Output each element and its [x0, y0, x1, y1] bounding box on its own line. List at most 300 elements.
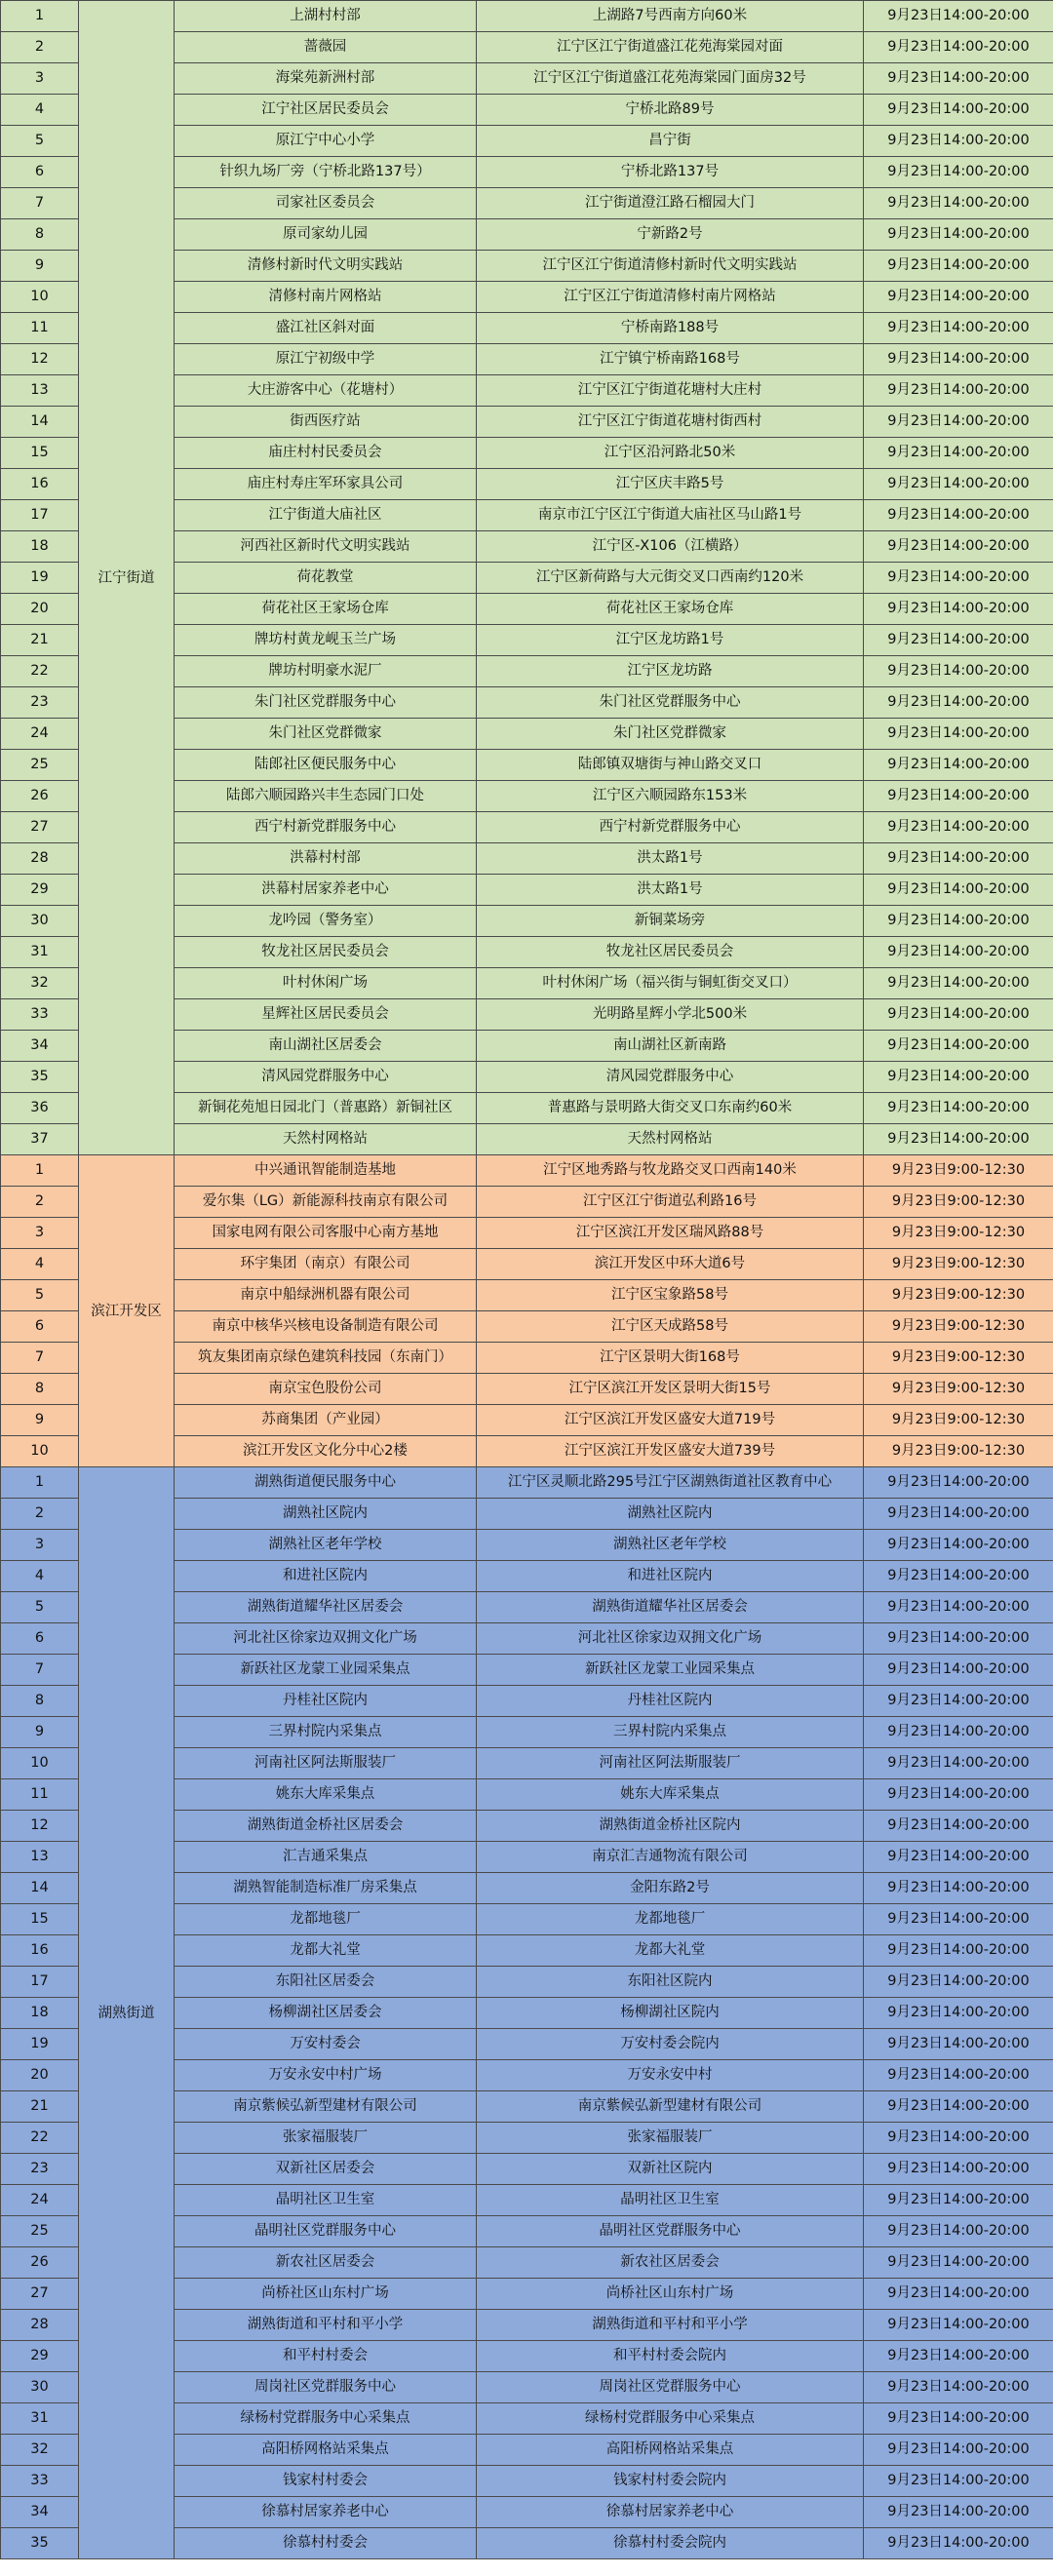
testing-time: 9月23日14:00-20:00 — [864, 2497, 1053, 2528]
site-address: 江宁区江宁街道弘利路16号 — [477, 1187, 864, 1218]
row-index: 12 — [1, 1811, 79, 1842]
row-index: 29 — [1, 875, 79, 906]
site-name: 新跃社区龙蒙工业园采集点 — [175, 1655, 477, 1686]
site-address: 陆郎镇双塘街与神山路交叉口 — [477, 750, 864, 781]
site-address: 丹桂社区院内 — [477, 1686, 864, 1717]
site-name: 蔷薇园 — [175, 32, 477, 63]
testing-time: 9月23日14:00-20:00 — [864, 1093, 1053, 1124]
site-address: 龙都地毯厂 — [477, 1904, 864, 1935]
row-index: 35 — [1, 2528, 79, 2559]
site-address: 杨柳湖社区院内 — [477, 1998, 864, 2029]
site-name: 清修村新时代文明实践站 — [175, 251, 477, 282]
site-name: 和进社区院内 — [175, 1561, 477, 1592]
testing-time: 9月23日14:00-20:00 — [864, 1062, 1053, 1093]
row-index: 10 — [1, 1748, 79, 1779]
site-address: 晶明社区党群服务中心 — [477, 2216, 864, 2247]
testing-time: 9月23日14:00-20:00 — [864, 2247, 1053, 2279]
testing-time: 9月23日9:00-12:30 — [864, 1155, 1053, 1187]
site-name: 河北社区徐家边双拥文化广场 — [175, 1623, 477, 1655]
testing-time: 9月23日14:00-20:00 — [864, 1748, 1053, 1779]
site-name: 湖熟街道耀华社区居委会 — [175, 1592, 477, 1623]
row-index: 25 — [1, 750, 79, 781]
site-name: 湖熟街道金桥社区居委会 — [175, 1811, 477, 1842]
site-name: 钱家村村委会 — [175, 2466, 477, 2497]
row-index: 3 — [1, 63, 79, 95]
testing-time: 9月23日14:00-20:00 — [864, 438, 1053, 469]
site-address: 湖熟街道和平村和平小学 — [477, 2310, 864, 2341]
row-index: 32 — [1, 2435, 79, 2466]
testing-time: 9月23日14:00-20:00 — [864, 625, 1053, 656]
testing-time: 9月23日14:00-20:00 — [864, 95, 1053, 126]
row-index: 9 — [1, 251, 79, 282]
row-index: 29 — [1, 2341, 79, 2372]
site-address: 河北社区徐家边双拥文化广场 — [477, 1623, 864, 1655]
site-address: 朱门社区党群微家 — [477, 719, 864, 750]
testing-time: 9月23日9:00-12:30 — [864, 1374, 1053, 1405]
site-name: 陆郎社区便民服务中心 — [175, 750, 477, 781]
row-index: 4 — [1, 1249, 79, 1280]
row-index: 3 — [1, 1530, 79, 1561]
row-index: 8 — [1, 1686, 79, 1717]
site-address: 周岗社区党群服务中心 — [477, 2372, 864, 2403]
row-index: 17 — [1, 1967, 79, 1998]
testing-time: 9月23日14:00-20:00 — [864, 63, 1053, 95]
site-address: 普惠路与景明路大街交叉口东南约60米 — [477, 1093, 864, 1124]
site-name: 朱门社区党群微家 — [175, 719, 477, 750]
row-index: 8 — [1, 219, 79, 251]
site-address: 江宁区天成路58号 — [477, 1311, 864, 1343]
site-address: 万安村委会院内 — [477, 2029, 864, 2060]
site-address: 和进社区院内 — [477, 1561, 864, 1592]
site-name: 清风园党群服务中心 — [175, 1062, 477, 1093]
row-index: 20 — [1, 2060, 79, 2091]
site-address: 新跃社区龙蒙工业园采集点 — [477, 1655, 864, 1686]
site-address: 湖熟社区院内 — [477, 1499, 864, 1530]
row-index: 36 — [1, 1093, 79, 1124]
site-address: 和平村村委会院内 — [477, 2341, 864, 2372]
row-index: 37 — [1, 1124, 79, 1155]
testing-time: 9月23日14:00-20:00 — [864, 1717, 1053, 1748]
row-index: 14 — [1, 1873, 79, 1904]
site-name: 湖熟街道和平村和平小学 — [175, 2310, 477, 2341]
testing-time: 9月23日9:00-12:30 — [864, 1249, 1053, 1280]
site-address: 江宁区江宁街道花塘村大庄村 — [477, 375, 864, 407]
row-index: 26 — [1, 781, 79, 812]
site-address: 三界村院内采集点 — [477, 1717, 864, 1748]
site-name: 和平村村委会 — [175, 2341, 477, 2372]
site-name: 司家社区委员会 — [175, 188, 477, 219]
testing-time: 9月23日14:00-20:00 — [864, 282, 1053, 313]
site-address: 绿杨村党群服务中心采集点 — [477, 2403, 864, 2435]
row-index: 13 — [1, 375, 79, 407]
site-address: 天然村网格站 — [477, 1124, 864, 1155]
testing-time: 9月23日14:00-20:00 — [864, 750, 1053, 781]
site-name: 天然村网格站 — [175, 1124, 477, 1155]
site-address: 尚桥社区山东村广场 — [477, 2279, 864, 2310]
site-address: 钱家村村委会院内 — [477, 2466, 864, 2497]
testing-time: 9月23日14:00-20:00 — [864, 2372, 1053, 2403]
site-address: 上湖路7号西南方向60米 — [477, 1, 864, 32]
site-name: 洪幕村居家养老中心 — [175, 875, 477, 906]
site-address: 新铜菜场旁 — [477, 906, 864, 937]
site-address: 叶村休闲广场（福兴街与铜虹街交叉口） — [477, 968, 864, 999]
testing-time: 9月23日14:00-20:00 — [864, 1935, 1053, 1967]
testing-time: 9月23日14:00-20:00 — [864, 719, 1053, 750]
site-name: 龙都地毯厂 — [175, 1904, 477, 1935]
testing-time: 9月23日14:00-20:00 — [864, 375, 1053, 407]
site-address: 湖熟社区老年学校 — [477, 1530, 864, 1561]
site-name: 徐慕村村委会 — [175, 2528, 477, 2559]
row-index: 21 — [1, 625, 79, 656]
testing-time: 9月23日9:00-12:30 — [864, 1343, 1053, 1374]
row-index: 15 — [1, 1904, 79, 1935]
row-index: 7 — [1, 188, 79, 219]
table-row — [1, 1, 1053, 32]
row-index: 1 — [1, 1155, 79, 1187]
testing-time: 9月23日9:00-12:30 — [864, 1436, 1053, 1467]
testing-time: 9月23日14:00-20:00 — [864, 2435, 1053, 2466]
site-address: 宁桥南路188号 — [477, 313, 864, 344]
site-name: 星辉社区居民委员会 — [175, 999, 477, 1031]
site-address: 洪太路1号 — [477, 875, 864, 906]
testing-time: 9月23日14:00-20:00 — [864, 407, 1053, 438]
row-index: 27 — [1, 812, 79, 843]
site-name: 原江宁初级中学 — [175, 344, 477, 375]
site-name: 海棠苑新洲村部 — [175, 63, 477, 95]
site-name: 南京中船绿洲机器有限公司 — [175, 1280, 477, 1311]
testing-time: 9月23日9:00-12:30 — [864, 1218, 1053, 1249]
row-index: 25 — [1, 2216, 79, 2247]
site-name: 新农社区居委会 — [175, 2247, 477, 2279]
testing-time: 9月23日9:00-12:30 — [864, 1280, 1053, 1311]
site-name: 牌坊村明豪水泥厂 — [175, 656, 477, 687]
row-index: 16 — [1, 469, 79, 500]
site-address: 高阳桥网格站采集点 — [477, 2435, 864, 2466]
testing-time: 9月23日14:00-20:00 — [864, 32, 1053, 63]
site-address: 江宁区庆丰路5号 — [477, 469, 864, 500]
site-address: 江宁区宝象路58号 — [477, 1280, 864, 1311]
site-name: 河南社区阿法斯服装厂 — [175, 1748, 477, 1779]
row-index: 1 — [1, 1467, 79, 1499]
site-name: 南京宝色股份公司 — [175, 1374, 477, 1405]
site-address: 双新社区院内 — [477, 2154, 864, 2185]
site-name: 江宁社区居民委员会 — [175, 95, 477, 126]
site-address: 江宁区景明大街168号 — [477, 1343, 864, 1374]
row-index: 2 — [1, 32, 79, 63]
row-index: 30 — [1, 2372, 79, 2403]
site-name: 筑友集团南京绿色建筑科技园（东南门） — [175, 1343, 477, 1374]
site-address: 张家福服装厂 — [477, 2123, 864, 2154]
testing-time: 9月23日14:00-20:00 — [864, 2029, 1053, 2060]
site-name: 湖熟智能制造标准厂房采集点 — [175, 1873, 477, 1904]
site-name: 苏商集团（产业园） — [175, 1405, 477, 1436]
site-name: 周岗社区党群服务中心 — [175, 2372, 477, 2403]
site-address: 晶明社区卫生室 — [477, 2185, 864, 2216]
site-name: 张家福服装厂 — [175, 2123, 477, 2154]
testing-time: 9月23日14:00-20:00 — [864, 843, 1053, 875]
site-address: 宁桥北路89号 — [477, 95, 864, 126]
site-address: 南京汇吉通物流有限公司 — [477, 1842, 864, 1873]
site-name: 中兴通讯智能制造基地 — [175, 1155, 477, 1187]
testing-time: 9月23日9:00-12:30 — [864, 1405, 1053, 1436]
testing-time: 9月23日14:00-20:00 — [864, 251, 1053, 282]
testing-time: 9月23日14:00-20:00 — [864, 1530, 1053, 1561]
site-address: 东阳社区院内 — [477, 1967, 864, 1998]
testing-time: 9月23日14:00-20:00 — [864, 906, 1053, 937]
row-index: 2 — [1, 1187, 79, 1218]
site-name: 姚东大库采集点 — [175, 1779, 477, 1811]
site-address: 江宁区江宁街道清修村新时代文明实践站 — [477, 251, 864, 282]
site-address: 滨江开发区中环大道6号 — [477, 1249, 864, 1280]
site-name: 杨柳湖社区居委会 — [175, 1998, 477, 2029]
site-name: 湖熟社区老年学校 — [175, 1530, 477, 1561]
site-name: 晶明社区卫生室 — [175, 2185, 477, 2216]
row-index: 33 — [1, 2466, 79, 2497]
site-name: 街西医疗站 — [175, 407, 477, 438]
site-name: 大庄游客中心（花塘村） — [175, 375, 477, 407]
row-index: 9 — [1, 1717, 79, 1748]
site-address: 江宁区-X106（江横路） — [477, 531, 864, 563]
site-address: 龙都大礼堂 — [477, 1935, 864, 1967]
site-name: 牧龙社区居民委员会 — [175, 937, 477, 968]
testing-time: 9月23日14:00-20:00 — [864, 2528, 1053, 2559]
site-name: 滨江开发区文化分中心2楼 — [175, 1436, 477, 1467]
site-address: 江宁镇宁桥南路168号 — [477, 344, 864, 375]
row-index: 22 — [1, 656, 79, 687]
site-name: 丹桂社区院内 — [175, 1686, 477, 1717]
site-name: 原司家幼儿园 — [175, 219, 477, 251]
site-name: 河西社区新时代文明实践站 — [175, 531, 477, 563]
row-index: 7 — [1, 1343, 79, 1374]
row-index: 8 — [1, 1374, 79, 1405]
site-address: 牧龙社区居民委员会 — [477, 937, 864, 968]
row-index: 19 — [1, 563, 79, 594]
testing-time: 9月23日14:00-20:00 — [864, 968, 1053, 999]
testing-time: 9月23日14:00-20:00 — [864, 2279, 1053, 2310]
row-index: 3 — [1, 1218, 79, 1249]
site-name: 绿杨村党群服务中心采集点 — [175, 2403, 477, 2435]
site-address: 西宁村新党群服务中心 — [477, 812, 864, 843]
row-index: 23 — [1, 687, 79, 719]
row-index: 18 — [1, 531, 79, 563]
site-address: 荷花社区王家场仓库 — [477, 594, 864, 625]
site-name: 朱门社区党群服务中心 — [175, 687, 477, 719]
testing-time: 9月23日14:00-20:00 — [864, 2154, 1053, 2185]
testing-time: 9月23日14:00-20:00 — [864, 999, 1053, 1031]
site-name: 荷花社区王家场仓库 — [175, 594, 477, 625]
row-index: 7 — [1, 1655, 79, 1686]
row-index: 24 — [1, 719, 79, 750]
testing-time: 9月23日14:00-20:00 — [864, 313, 1053, 344]
testing-time: 9月23日14:00-20:00 — [864, 1, 1053, 32]
site-address: 洪太路1号 — [477, 843, 864, 875]
row-index: 34 — [1, 1031, 79, 1062]
street-name: 湖熟街道 — [79, 1467, 175, 2559]
row-index: 28 — [1, 843, 79, 875]
testing-time: 9月23日14:00-20:00 — [864, 1811, 1053, 1842]
testing-time: 9月23日14:00-20:00 — [864, 1998, 1053, 2029]
site-address: 清风园党群服务中心 — [477, 1062, 864, 1093]
testing-time: 9月23日14:00-20:00 — [864, 1031, 1053, 1062]
row-index: 10 — [1, 1436, 79, 1467]
site-address: 南京市江宁区江宁街道大庙社区马山路1号 — [477, 500, 864, 531]
site-address: 宁桥北路137号 — [477, 157, 864, 188]
site-name: 万安永安中村广场 — [175, 2060, 477, 2091]
site-name: 爱尔集（LG）新能源科技南京有限公司 — [175, 1187, 477, 1218]
row-index: 31 — [1, 2403, 79, 2435]
row-index: 11 — [1, 1779, 79, 1811]
row-index: 26 — [1, 2247, 79, 2279]
row-index: 6 — [1, 1623, 79, 1655]
testing-time: 9月23日14:00-20:00 — [864, 1561, 1053, 1592]
site-address: 江宁区滨江开发区景明大街15号 — [477, 1374, 864, 1405]
testing-time: 9月23日14:00-20:00 — [864, 188, 1053, 219]
site-name: 洪幕村村部 — [175, 843, 477, 875]
site-name: 双新社区居委会 — [175, 2154, 477, 2185]
row-index: 5 — [1, 126, 79, 157]
row-index: 22 — [1, 2123, 79, 2154]
testing-time: 9月23日14:00-20:00 — [864, 344, 1053, 375]
site-address: 姚东大库采集点 — [477, 1779, 864, 1811]
row-index: 4 — [1, 95, 79, 126]
row-index: 4 — [1, 1561, 79, 1592]
testing-time: 9月23日14:00-20:00 — [864, 1873, 1053, 1904]
row-index: 6 — [1, 1311, 79, 1343]
site-name: 荷花教堂 — [175, 563, 477, 594]
site-address: 朱门社区党群服务中心 — [477, 687, 864, 719]
testing-time: 9月23日14:00-20:00 — [864, 157, 1053, 188]
testing-time: 9月23日14:00-20:00 — [864, 1467, 1053, 1499]
site-address: 江宁区六顺园路东153米 — [477, 781, 864, 812]
row-index: 23 — [1, 2154, 79, 2185]
site-address: 湖熟街道金桥社区院内 — [477, 1811, 864, 1842]
row-index: 33 — [1, 999, 79, 1031]
row-index: 34 — [1, 2497, 79, 2528]
site-address: 新农社区居委会 — [477, 2247, 864, 2279]
row-index: 6 — [1, 157, 79, 188]
site-name: 高阳桥网格站采集点 — [175, 2435, 477, 2466]
row-index: 9 — [1, 1405, 79, 1436]
testing-time: 9月23日14:00-20:00 — [864, 656, 1053, 687]
site-address: 江宁区地秀路与牧龙路交叉口西南140米 — [477, 1155, 864, 1187]
site-address: 徐慕村村委会院内 — [477, 2528, 864, 2559]
site-name: 南京紫候弘新型建材有限公司 — [175, 2091, 477, 2123]
testing-time: 9月23日14:00-20:00 — [864, 594, 1053, 625]
row-index: 17 — [1, 500, 79, 531]
table-body — [1, 1, 1053, 2559]
site-name: 湖熟社区院内 — [175, 1499, 477, 1530]
site-name: 尚桥社区山东村广场 — [175, 2279, 477, 2310]
site-address: 南山湖社区新南路 — [477, 1031, 864, 1062]
testing-time: 9月23日14:00-20:00 — [864, 875, 1053, 906]
site-name: 晶明社区党群服务中心 — [175, 2216, 477, 2247]
row-index: 24 — [1, 2185, 79, 2216]
site-address: 万安永安中村 — [477, 2060, 864, 2091]
site-name: 针织九场厂旁（宁桥北路137号） — [175, 157, 477, 188]
row-index: 20 — [1, 594, 79, 625]
site-name: 叶村休闲广场 — [175, 968, 477, 999]
row-index: 35 — [1, 1062, 79, 1093]
site-name: 庙庄村村民委员会 — [175, 438, 477, 469]
site-address: 湖熟街道耀华社区居委会 — [477, 1592, 864, 1623]
testing-time: 9月23日14:00-20:00 — [864, 1623, 1053, 1655]
row-index: 12 — [1, 344, 79, 375]
site-name: 三界村院内采集点 — [175, 1717, 477, 1748]
table-row — [1, 1155, 1053, 1187]
site-name: 江宁街道大庙社区 — [175, 500, 477, 531]
site-address: 江宁区江宁街道盛江花苑海棠园对面 — [477, 32, 864, 63]
site-address: 江宁区江宁街道花塘村街西村 — [477, 407, 864, 438]
site-address: 江宁区江宁街道盛江花苑海棠园门面房32号 — [477, 63, 864, 95]
site-address: 江宁区龙坊路 — [477, 656, 864, 687]
testing-time: 9月23日14:00-20:00 — [864, 2403, 1053, 2435]
row-index: 32 — [1, 968, 79, 999]
site-name: 上湖村村部 — [175, 1, 477, 32]
row-index: 16 — [1, 1935, 79, 1967]
testing-time: 9月23日14:00-20:00 — [864, 1499, 1053, 1530]
site-address: 江宁区灵顺北路295号江宁区湖熟街道社区教育中心 — [477, 1467, 864, 1499]
site-address: 南京紫候弘新型建材有限公司 — [477, 2091, 864, 2123]
testing-time: 9月23日14:00-20:00 — [864, 2091, 1053, 2123]
site-name: 国家电网有限公司客服中心南方基地 — [175, 1218, 477, 1249]
site-name: 东阳社区居委会 — [175, 1967, 477, 1998]
testing-time: 9月23日14:00-20:00 — [864, 937, 1053, 968]
testing-time: 9月23日9:00-12:30 — [864, 1311, 1053, 1343]
testing-time: 9月23日14:00-20:00 — [864, 2310, 1053, 2341]
testing-time: 9月23日14:00-20:00 — [864, 812, 1053, 843]
row-index: 10 — [1, 282, 79, 313]
testing-time: 9月23日14:00-20:00 — [864, 2466, 1053, 2497]
row-index: 19 — [1, 2029, 79, 2060]
site-address: 江宁区滨江开发区盛安大道739号 — [477, 1436, 864, 1467]
site-address: 江宁区江宁街道清修村南片网格站 — [477, 282, 864, 313]
site-name: 万安村委会 — [175, 2029, 477, 2060]
testing-time: 9月23日14:00-20:00 — [864, 126, 1053, 157]
site-address: 江宁区滨江开发区瑞风路88号 — [477, 1218, 864, 1249]
testing-time: 9月23日14:00-20:00 — [864, 1967, 1053, 1998]
site-address: 河南社区阿法斯服装厂 — [477, 1748, 864, 1779]
row-index: 21 — [1, 2091, 79, 2123]
testing-time: 9月23日14:00-20:00 — [864, 2123, 1053, 2154]
site-name: 环宇集团（南京）有限公司 — [175, 1249, 477, 1280]
testing-time: 9月23日14:00-20:00 — [864, 2185, 1053, 2216]
site-name: 陆郎六顺园路兴丰生态园门口处 — [175, 781, 477, 812]
row-index: 15 — [1, 438, 79, 469]
site-address: 宁新路2号 — [477, 219, 864, 251]
site-address: 江宁区滨江开发区盛安大道719号 — [477, 1405, 864, 1436]
site-name: 湖熟街道便民服务中心 — [175, 1467, 477, 1499]
row-index: 5 — [1, 1592, 79, 1623]
street-name: 江宁街道 — [79, 1, 175, 1155]
table-row — [1, 1467, 1053, 1499]
site-name: 徐慕村居家养老中心 — [175, 2497, 477, 2528]
testing-time: 9月23日14:00-20:00 — [864, 469, 1053, 500]
testing-time: 9月23日14:00-20:00 — [864, 2060, 1053, 2091]
row-index: 2 — [1, 1499, 79, 1530]
testing-time: 9月23日14:00-20:00 — [864, 1842, 1053, 1873]
testing-time: 9月23日14:00-20:00 — [864, 2216, 1053, 2247]
testing-time: 9月23日14:00-20:00 — [864, 1655, 1053, 1686]
site-name: 清修村南片网格站 — [175, 282, 477, 313]
site-address: 江宁街道澄江路石榴园大门 — [477, 188, 864, 219]
row-index: 31 — [1, 937, 79, 968]
street-name: 滨江开发区 — [79, 1155, 175, 1467]
testing-time: 9月23日9:00-12:30 — [864, 1187, 1053, 1218]
site-address: 徐慕村居家养老中心 — [477, 2497, 864, 2528]
testing-time: 9月23日14:00-20:00 — [864, 500, 1053, 531]
row-index: 13 — [1, 1842, 79, 1873]
testing-time: 9月23日14:00-20:00 — [864, 1592, 1053, 1623]
